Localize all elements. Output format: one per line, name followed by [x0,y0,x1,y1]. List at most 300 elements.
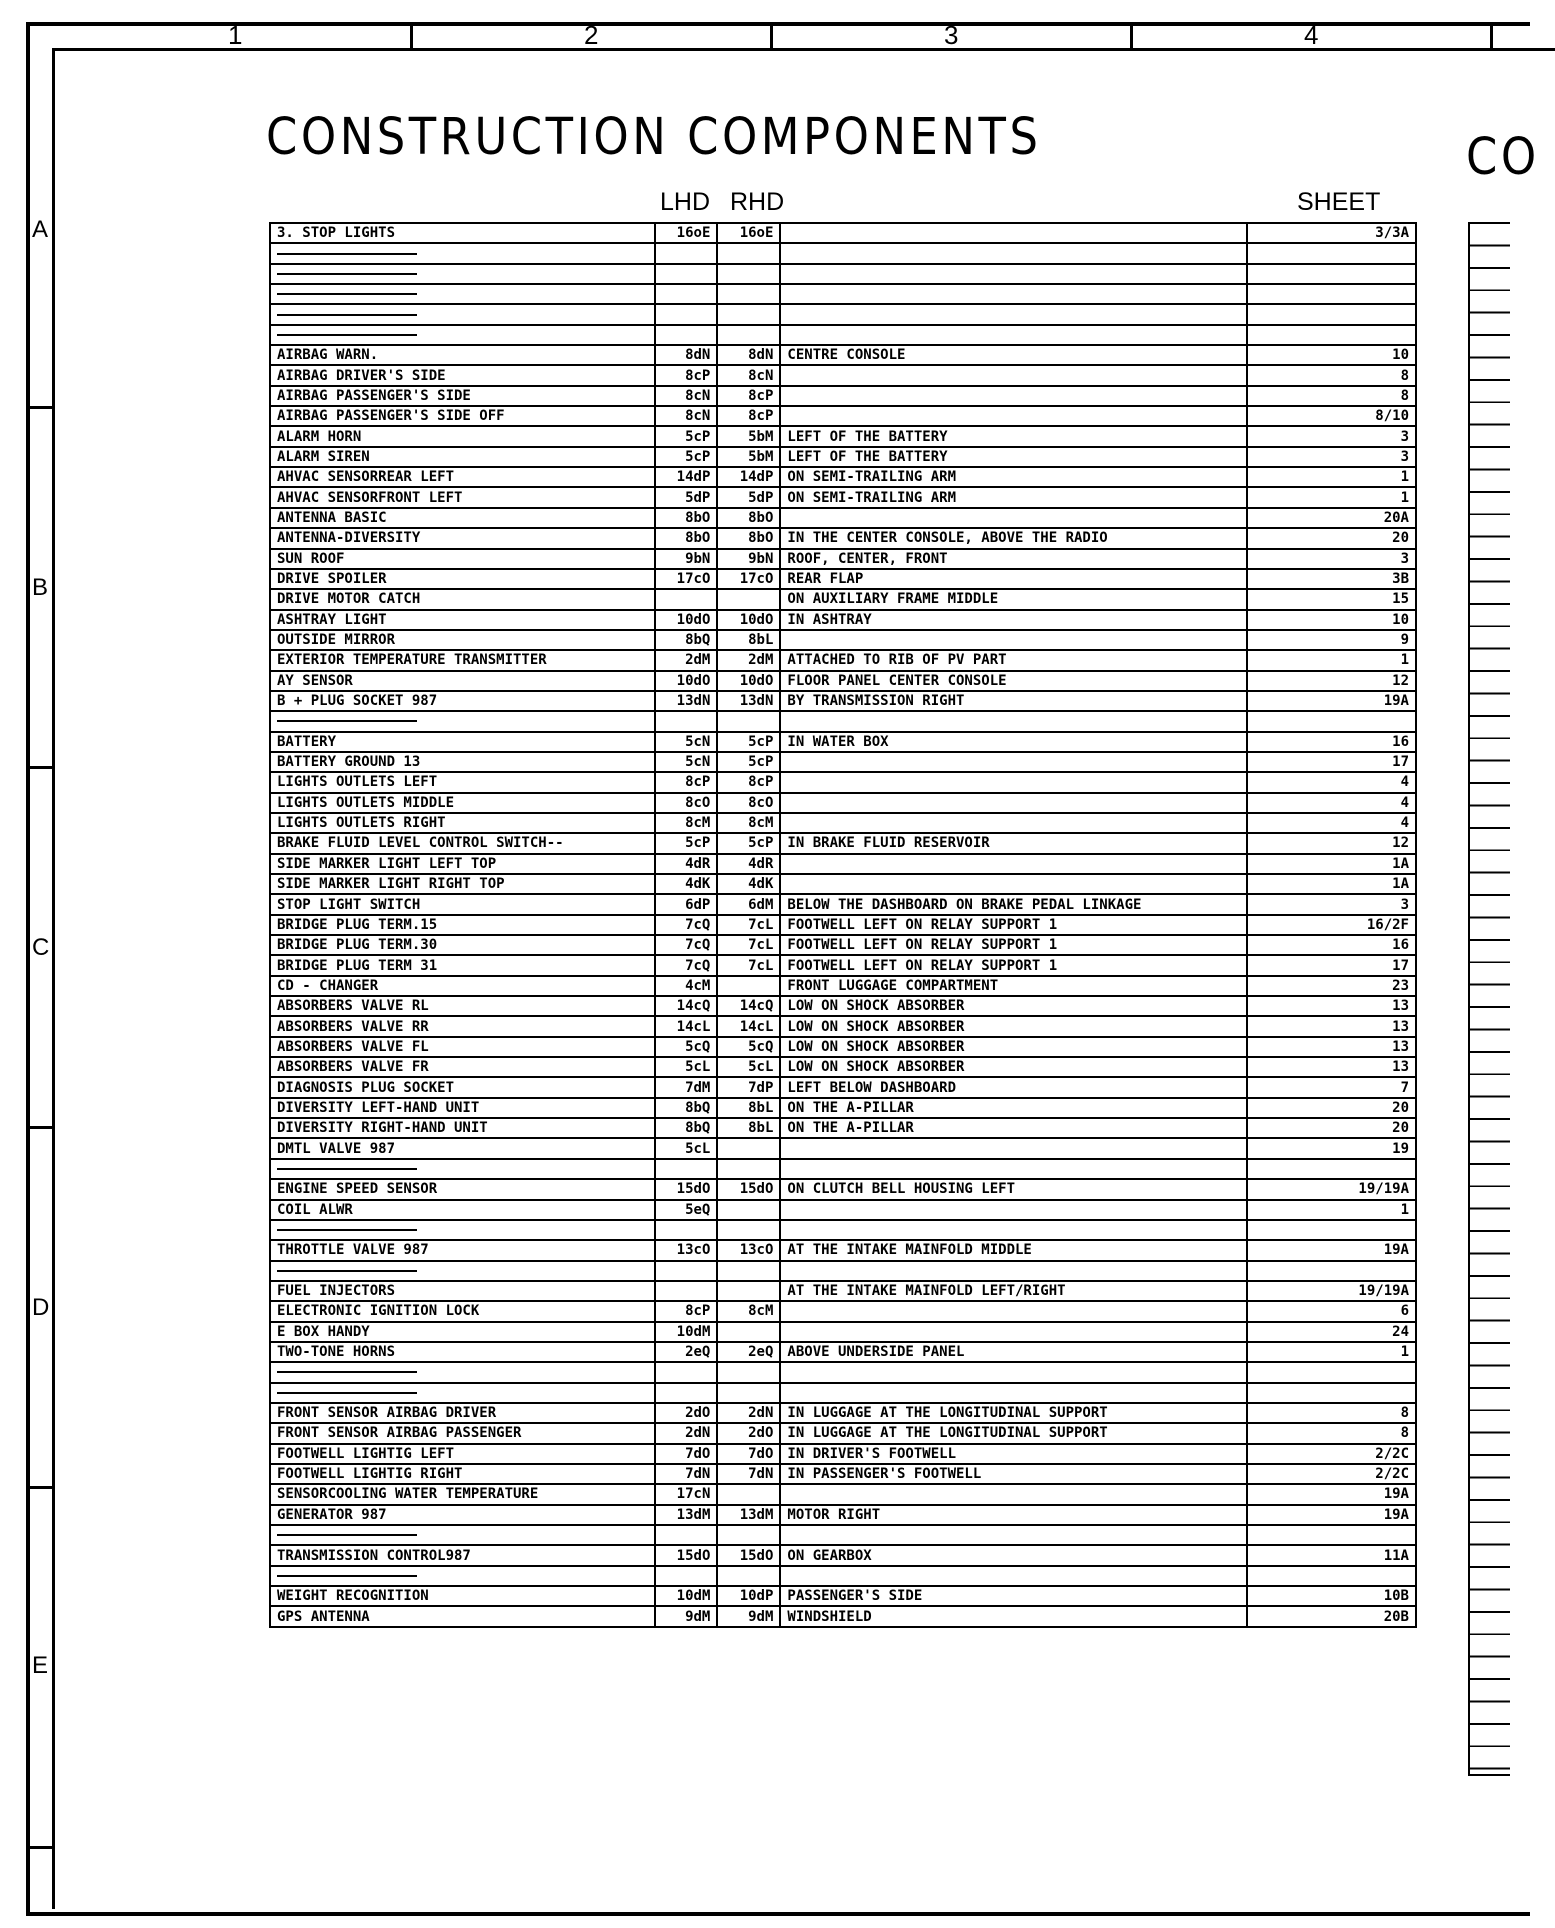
component-name-cell: BATTERY [270,732,655,752]
sheet-cell: 8/10 [1247,406,1416,426]
component-name-cell: GPS ANTENNA [270,1606,655,1626]
blank-entry-line [277,1229,417,1231]
table-row [270,894,1416,914]
component-name-cell: SENSORCOOLING WATER TEMPERATURE [270,1484,655,1504]
table-row [270,772,1416,792]
row-divider [26,1846,54,1849]
table-row-blank [270,1159,1416,1179]
component-name-cell: FRONT SENSOR AIRBAG PASSENGER [270,1423,655,1443]
lhd-cell: 7cQ [655,935,717,955]
rhd-cell: 8cP [717,386,780,406]
lhd-cell [655,711,717,731]
rhd-cell: 5bM [717,447,780,467]
lhd-cell: 8cO [655,793,717,813]
table-row [270,508,1416,528]
rhd-cell: 8bO [717,528,780,548]
blank-entry-line [277,720,417,722]
header-rhd: RHD [730,188,785,216]
table-row [270,955,1416,975]
header-sheet: SHEET [1297,188,1381,216]
location-cell [780,813,1246,833]
lhd-cell: 13cO [655,1240,717,1260]
component-name-cell [270,1525,655,1545]
sheet-cell: 16 [1247,935,1416,955]
component-name-cell: TWO-TONE HORNS [270,1342,655,1362]
rhd-cell: 4dR [717,854,780,874]
rhd-cell [717,1159,780,1179]
components-table [269,222,1417,1628]
table-row [270,1118,1416,1138]
location-cell: AT THE INTAKE MAINFOLD LEFT/RIGHT [780,1281,1246,1301]
table-row-blank [270,1566,1416,1586]
location-cell: ROOF, CENTER, FRONT [780,549,1246,569]
component-name-cell: THROTTLE VALVE 987 [270,1240,655,1260]
lhd-cell: 10dO [655,610,717,630]
lhd-cell: 2dN [655,1423,717,1443]
component-name-cell: 3. STOP LIGHTS [270,223,655,243]
lhd-cell [655,1525,717,1545]
location-cell [780,772,1246,792]
lhd-cell [655,264,717,284]
row-letter: B [32,574,49,601]
table-row [270,589,1416,609]
sheet-cell: 15 [1247,589,1416,609]
lhd-cell: 4cM [655,976,717,996]
location-cell [780,1138,1246,1158]
lhd-cell [655,1362,717,1382]
rhd-cell [717,325,780,345]
lhd-cell: 8cN [655,406,717,426]
sheet-cell: 13 [1247,1057,1416,1077]
location-cell: IN WATER BOX [780,732,1246,752]
component-name-cell [270,1566,655,1586]
lhd-cell: 17cN [655,1484,717,1504]
table-row [270,1342,1416,1362]
component-name-cell: AY SENSOR [270,671,655,691]
component-name-cell: WEIGHT RECOGNITION [270,1586,655,1606]
sheet-cell: 13 [1247,1016,1416,1036]
lhd-cell: 15dO [655,1545,717,1565]
sheet-cell [1247,243,1416,263]
lhd-cell [655,1383,717,1403]
adjacent-table-fragment [1468,222,1510,1776]
component-name-cell: B + PLUG SOCKET 987 [270,691,655,711]
table-row [270,874,1416,894]
sheet-cell: 1 [1247,467,1416,487]
table-row [270,650,1416,670]
component-name-cell: FUEL INJECTORS [270,1281,655,1301]
sheet-cell: 19 [1247,1138,1416,1158]
table-row-blank [270,325,1416,345]
table-row-blank [270,284,1416,304]
lhd-cell: 5cP [655,833,717,853]
rhd-cell: 8dN [717,345,780,365]
location-cell: ON SEMI-TRAILING ARM [780,487,1246,507]
table-row [270,1444,1416,1464]
lhd-cell: 14dP [655,467,717,487]
rhd-cell: 8bL [717,630,780,650]
location-cell: ON THE A-PILLAR [780,1118,1246,1138]
sheet-cell: 2/2C [1247,1444,1416,1464]
rhd-cell: 8cP [717,772,780,792]
rhd-cell: 7dO [717,1444,780,1464]
location-cell [780,1383,1246,1403]
blank-entry-line [277,1392,417,1394]
location-cell [780,874,1246,894]
table-row [270,345,1416,365]
location-cell [780,1525,1246,1545]
blank-entry-line [277,273,417,275]
row-divider [26,766,54,769]
location-cell: WINDSHIELD [780,1606,1246,1626]
lhd-cell: 5cN [655,732,717,752]
location-cell [780,325,1246,345]
sheet-cell: 9 [1247,630,1416,650]
rhd-cell: 8cO [717,793,780,813]
sheet-cell: 19/19A [1247,1281,1416,1301]
component-name-cell: BRIDGE PLUG TERM.15 [270,915,655,935]
rhd-cell: 7cL [717,915,780,935]
location-cell: FOOTWELL LEFT ON RELAY SUPPORT 1 [780,915,1246,935]
lhd-cell [655,589,717,609]
location-cell: LOW ON SHOCK ABSORBER [780,1057,1246,1077]
column-divider [1130,22,1133,48]
lhd-cell: 8bQ [655,1098,717,1118]
location-cell [780,1220,1246,1240]
sheet-cell: 4 [1247,813,1416,833]
sheet-cell: 2/2C [1247,1464,1416,1484]
sheet-cell: 20 [1247,1118,1416,1138]
lhd-cell: 9bN [655,549,717,569]
table-row [270,1586,1416,1606]
table-row [270,467,1416,487]
sheet-cell [1247,304,1416,324]
lhd-cell: 2dM [655,650,717,670]
lhd-cell: 8bQ [655,1118,717,1138]
location-cell: IN BRAKE FLUID RESERVOIR [780,833,1246,853]
row-letter: E [32,1652,49,1679]
lhd-cell: 4dR [655,854,717,874]
rhd-cell [717,1383,780,1403]
location-cell: IN DRIVER'S FOOTWELL [780,1444,1246,1464]
rhd-cell [717,1138,780,1158]
table-row [270,732,1416,752]
component-name-cell: ENGINE SPEED SENSOR [270,1179,655,1199]
component-name-cell: AHVAC SENSORFRONT LEFT [270,487,655,507]
component-name-cell: LIGHTS OUTLETS LEFT [270,772,655,792]
column-number: 2 [584,20,599,50]
component-name-cell: DIAGNOSIS PLUG SOCKET [270,1077,655,1097]
rhd-cell [717,1566,780,1586]
table-row [270,1240,1416,1260]
sheet-cell: 1 [1247,1200,1416,1220]
location-cell [780,1566,1246,1586]
component-name-cell: FRONT SENSOR AIRBAG DRIVER [270,1403,655,1423]
component-name-cell: AIRBAG PASSENGER'S SIDE OFF [270,406,655,426]
location-cell: CENTRE CONSOLE [780,345,1246,365]
sheet-cell: 19A [1247,691,1416,711]
location-cell [780,264,1246,284]
table-row-blank [270,1362,1416,1382]
lhd-cell: 7cQ [655,915,717,935]
location-cell: LOW ON SHOCK ABSORBER [780,1016,1246,1036]
rhd-cell [717,264,780,284]
blank-entry-line [277,1371,417,1373]
lhd-cell: 8bO [655,528,717,548]
lhd-cell [655,243,717,263]
lhd-cell: 5cN [655,752,717,772]
blank-entry-line [277,293,417,295]
component-name-cell: BRAKE FLUID LEVEL CONTROL SWITCH-- [270,833,655,853]
sheet-cell: 1A [1247,854,1416,874]
rhd-cell: 15dO [717,1545,780,1565]
location-cell [780,406,1246,426]
table-row [270,1505,1416,1525]
page-title: CONSTRUCTION COMPONENTS [266,108,1042,167]
column-number: 3 [944,20,959,50]
rhd-cell [717,1322,780,1342]
row-divider [26,406,54,409]
sheet-cell: 1A [1247,874,1416,894]
location-cell [780,386,1246,406]
location-cell: ON THE A-PILLAR [780,1098,1246,1118]
component-name-cell [270,1362,655,1382]
component-name-cell: SUN ROOF [270,549,655,569]
location-cell: ON CLUTCH BELL HOUSING LEFT [780,1179,1246,1199]
location-cell [780,1261,1246,1281]
blank-entry-line [277,1575,417,1577]
table-row [270,1484,1416,1504]
sheet-cell: 1 [1247,1342,1416,1362]
lhd-cell: 4dK [655,874,717,894]
component-name-cell: LIGHTS OUTLETS MIDDLE [270,793,655,813]
location-cell [780,630,1246,650]
lhd-cell [655,1566,717,1586]
rhd-cell: 5dP [717,487,780,507]
lhd-cell: 8cP [655,365,717,385]
table-row-blank [270,304,1416,324]
components-table-body [270,223,1416,1627]
lhd-cell: 16oE [655,223,717,243]
table-row [270,1138,1416,1158]
sheet-cell: 3 [1247,549,1416,569]
lhd-cell: 5eQ [655,1200,717,1220]
sheet-cell [1247,325,1416,345]
rhd-cell: 9dM [717,1606,780,1626]
rhd-cell: 8cN [717,365,780,385]
rhd-cell: 5cL [717,1057,780,1077]
lhd-cell: 10dO [655,671,717,691]
lhd-cell: 8bO [655,508,717,528]
sheet-cell: 6 [1247,1301,1416,1321]
sheet-cell [1247,711,1416,731]
sheet-cell [1247,284,1416,304]
table-row [270,549,1416,569]
lhd-cell: 5cQ [655,1037,717,1057]
location-cell: BELOW THE DASHBOARD ON BRAKE PEDAL LINKAGE [780,894,1246,914]
lhd-cell: 5dP [655,487,717,507]
location-cell: IN THE CENTER CONSOLE, ABOVE THE RADIO [780,528,1246,548]
component-name-cell [270,1261,655,1281]
rhd-cell [717,1220,780,1240]
rhd-cell: 9bN [717,549,780,569]
rhd-cell: 5bM [717,426,780,446]
lhd-cell: 5cL [655,1057,717,1077]
lhd-cell: 17cO [655,569,717,589]
lhd-cell: 8cN [655,386,717,406]
table-row [270,528,1416,548]
lhd-cell: 15dO [655,1179,717,1199]
lhd-cell: 7dO [655,1444,717,1464]
sheet-cell: 11A [1247,1545,1416,1565]
rhd-cell: 7cL [717,935,780,955]
sheet-cell: 24 [1247,1322,1416,1342]
row-letter: A [32,216,49,243]
sheet-cell: 20 [1247,528,1416,548]
rhd-cell: 10dO [717,610,780,630]
table-row [270,569,1416,589]
lhd-cell [655,1220,717,1240]
sheet-cell [1247,1383,1416,1403]
sheet-cell [1247,1261,1416,1281]
table-row [270,610,1416,630]
location-cell: FRONT LUGGAGE COMPARTMENT [780,976,1246,996]
table-row [270,671,1416,691]
rhd-cell: 14dP [717,467,780,487]
table-row [270,1423,1416,1443]
rhd-cell: 2dN [717,1403,780,1423]
component-name-cell: AIRBAG DRIVER'S SIDE [270,365,655,385]
sheet-cell: 16 [1247,732,1416,752]
location-cell: IN ASHTRAY [780,610,1246,630]
rhd-cell [717,976,780,996]
component-name-cell: BRIDGE PLUG TERM.30 [270,935,655,955]
lhd-cell: 5cP [655,447,717,467]
component-name-cell: TRANSMISSION CONTROL987 [270,1545,655,1565]
table-row-blank [270,1220,1416,1240]
table-row [270,1301,1416,1321]
rhd-cell: 2dM [717,650,780,670]
rhd-cell: 10dO [717,671,780,691]
rhd-cell [717,1484,780,1504]
table-row [270,1200,1416,1220]
header-lhd: LHD [660,188,711,216]
rhd-cell: 5cP [717,752,780,772]
rhd-cell: 15dO [717,1179,780,1199]
sheet-cell: 19A [1247,1484,1416,1504]
rhd-cell [717,711,780,731]
location-cell [780,223,1246,243]
sheet-cell: 10 [1247,610,1416,630]
sheet-cell: 10 [1247,345,1416,365]
location-cell [780,854,1246,874]
sheet-cell [1247,264,1416,284]
lhd-cell: 7dM [655,1077,717,1097]
rhd-cell: 5cP [717,833,780,853]
rhd-cell: 2eQ [717,1342,780,1362]
rhd-cell: 10dP [717,1586,780,1606]
table-row [270,813,1416,833]
table-row [270,630,1416,650]
lhd-cell: 2eQ [655,1342,717,1362]
component-name-cell: COIL ALWR [270,1200,655,1220]
location-cell: FOOTWELL LEFT ON RELAY SUPPORT 1 [780,955,1246,975]
component-name-cell: ALARM SIREN [270,447,655,467]
location-cell: REAR FLAP [780,569,1246,589]
rhd-cell: 8bL [717,1098,780,1118]
component-name-cell [270,284,655,304]
lhd-cell: 8dN [655,345,717,365]
lhd-cell: 7dN [655,1464,717,1484]
component-name-cell: SIDE MARKER LIGHT RIGHT TOP [270,874,655,894]
rhd-cell [717,1261,780,1281]
location-cell: ON GEARBOX [780,1545,1246,1565]
table-row-blank [270,243,1416,263]
location-cell [780,711,1246,731]
sheet-cell [1247,1362,1416,1382]
rhd-cell: 14cL [717,1016,780,1036]
location-cell: BY TRANSMISSION RIGHT [780,691,1246,711]
row-letter: C [32,934,50,961]
sheet-cell: 20 [1247,1098,1416,1118]
table-row [270,976,1416,996]
lhd-cell: 8cM [655,813,717,833]
table-row-blank [270,1383,1416,1403]
lhd-cell: 2dO [655,1403,717,1423]
sheet-cell: 7 [1247,1077,1416,1097]
sheet-cell: 8 [1247,1423,1416,1443]
table-row [270,691,1416,711]
component-name-cell: ASHTRAY LIGHT [270,610,655,630]
location-cell: FLOOR PANEL CENTER CONSOLE [780,671,1246,691]
component-name-cell: ALARM HORN [270,426,655,446]
location-cell [780,1159,1246,1179]
location-cell: AT THE INTAKE MAINFOLD MIDDLE [780,1240,1246,1260]
component-name-cell: DIVERSITY LEFT-HAND UNIT [270,1098,655,1118]
location-cell [780,1200,1246,1220]
lhd-cell: 6dP [655,894,717,914]
table-row [270,223,1416,243]
component-name-cell: ELECTRONIC IGNITION LOCK [270,1301,655,1321]
component-name-cell: CD - CHANGER [270,976,655,996]
table-row [270,854,1416,874]
location-cell [780,793,1246,813]
row-letter: D [32,1294,50,1321]
lhd-cell: 10dM [655,1586,717,1606]
rhd-cell: 5cQ [717,1037,780,1057]
sheet-cell: 17 [1247,752,1416,772]
component-name-cell [270,1159,655,1179]
sheet-cell: 12 [1247,671,1416,691]
lhd-cell [655,1281,717,1301]
component-name-cell: ABSORBERS VALVE FL [270,1037,655,1057]
column-divider [770,22,773,48]
component-name-cell: GENERATOR 987 [270,1505,655,1525]
sheet-cell: 17 [1247,955,1416,975]
location-cell [780,1484,1246,1504]
rhd-cell: 13dM [717,1505,780,1525]
lhd-cell [655,1261,717,1281]
component-name-cell: STOP LIGHT SWITCH [270,894,655,914]
component-name-cell: DMTL VALVE 987 [270,1138,655,1158]
lhd-cell: 9dM [655,1606,717,1626]
component-name-cell: AHVAC SENSORREAR LEFT [270,467,655,487]
component-name-cell [270,304,655,324]
lhd-cell: 13dM [655,1505,717,1525]
location-cell: LOW ON SHOCK ABSORBER [780,996,1246,1016]
table-row [270,1322,1416,1342]
column-number: 1 [228,20,243,50]
